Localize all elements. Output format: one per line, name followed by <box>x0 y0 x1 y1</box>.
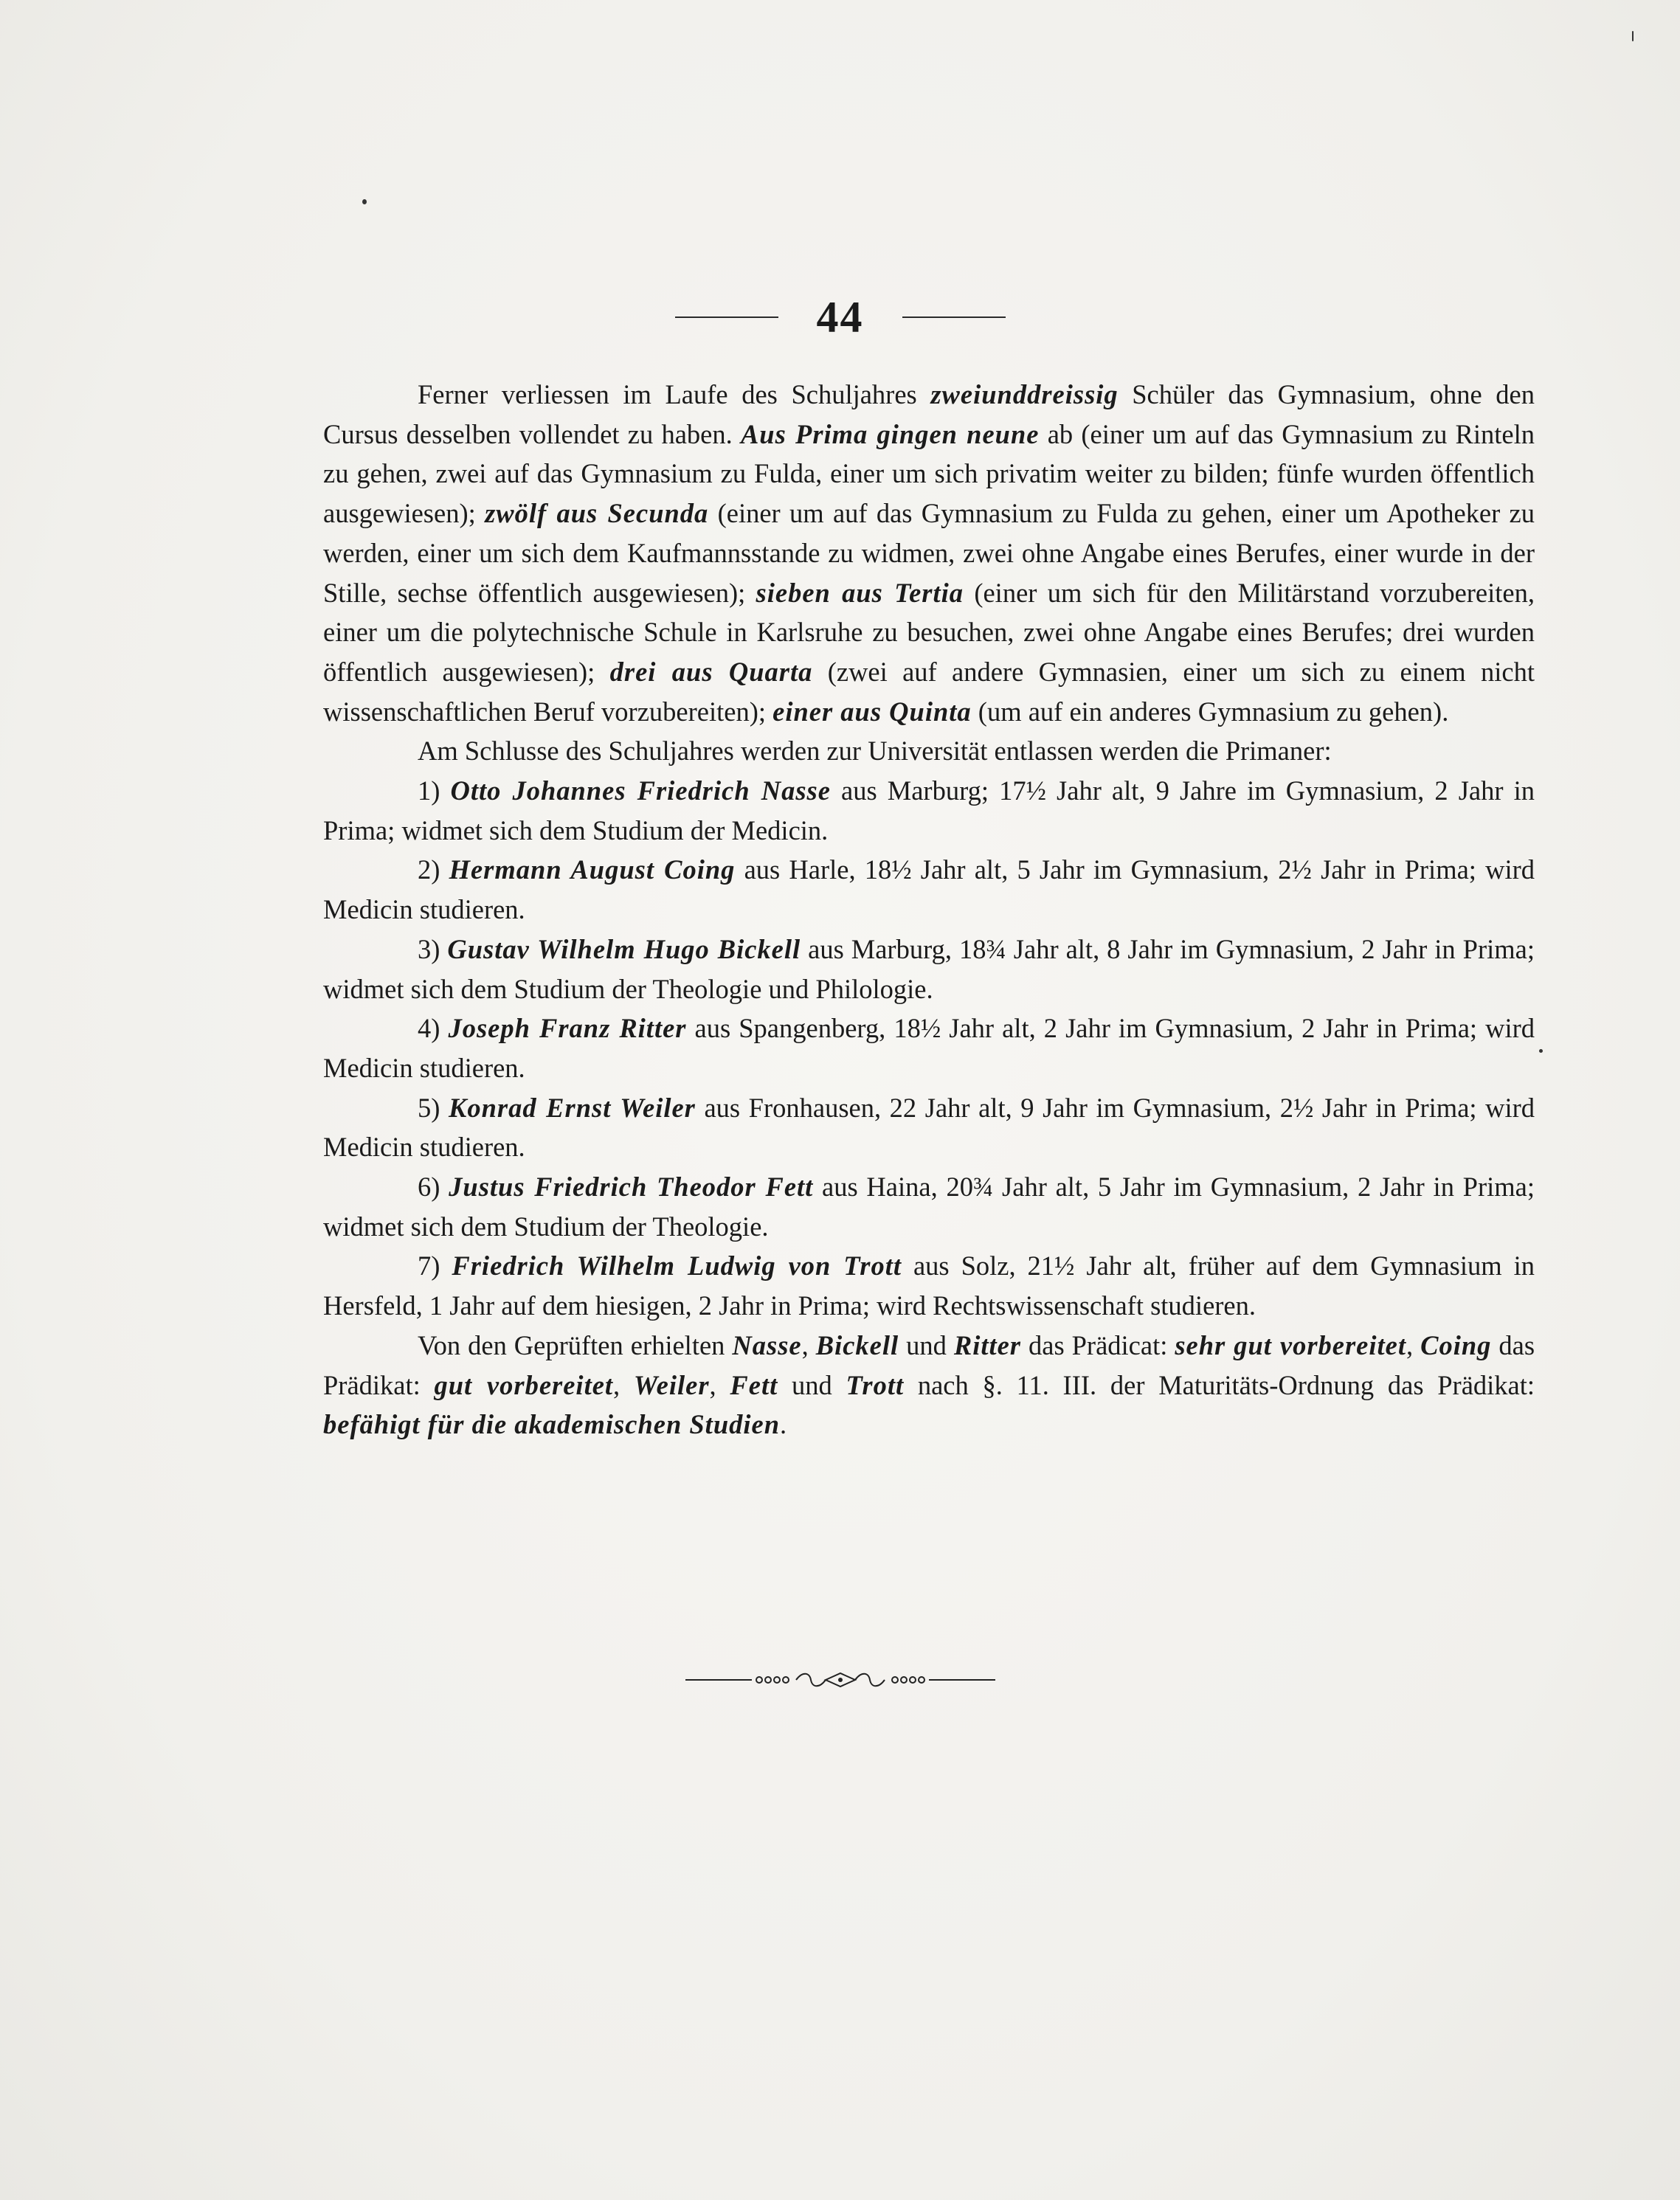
page-header <box>0 284 1680 350</box>
graduate-entry: 4) Joseph Franz Ritter aus Spangenberg, 18½ Jahr alt, 2 Jahr im Gymnasium, 2 Jahr in Prima; wird Medicin studieren. <box>323 1013 1535 1083</box>
print-speck <box>1539 1049 1543 1053</box>
graduate-name: Otto Johannes Friedrich Nasse <box>450 775 831 806</box>
graduate-entry: 2) Hermann August Coing aus Harle, 18½ Jahr alt, 5 Jahr im Gymnasium, 2½ Jahr in Prima; wird Medicin studieren. <box>323 854 1535 925</box>
graduate-name: Justus Friedrich Theodor Fett <box>449 1172 814 1203</box>
graduate-entry: 6) Justus Friedrich Theodor Fett aus Haina, 20¾ Jahr alt, 5 Jahr im Gymnasium, 2 Jahr in Prima; widmet sich dem Studium der Theologie. <box>323 1172 1535 1242</box>
graduate-entry: 5) Konrad Ernst Weiler aus Fronhausen, 22 Jahr alt, 9 Jahr im Gymnasium, 2½ Jahr in Prima; wird Medicin studieren. <box>323 1092 1535 1163</box>
graduate-name: Konrad Ernst Weiler <box>448 1092 696 1123</box>
print-speck <box>1632 31 1634 41</box>
header-rule-right <box>902 316 1006 318</box>
graduate-entry: 1) Otto Johannes Friedrich Nasse aus Marburg; 17½ Jahr alt, 9 Jahre im Gymnasium, 2 Jahr in Prima; widmet sich dem Studium der Medicin. <box>323 775 1535 845</box>
graduate-name: Joseph Franz Ritter <box>448 1013 687 1044</box>
paragraph-departures: Ferner verliessen im Laufe des Schuljahres zweiunddreissig Schüler das Gymnasium, ohne den Cursus desselben vollendet zu haben. Aus Prima gingen neune ab (einer um auf das Gymnasium zu Rinteln zu gehen, zwei auf das Gymnasium zu Fulda, einer um sich privatim weiter zu bilden; fünfe wurden öffentlich ausgewiesen); zwölf aus Secunda (einer um auf das Gymnasium zu Fulda zu gehen, einer um Apotheker zu werden, einer um sich dem Kaufmannsstande zu widmen, zwei ohne Angabe eines Berufes, einer wurde in der Stille, sechse öffentlich ausgewiesen); sieben aus Tertia (einer um sich für den Militärstand vorzubereiten, einer um die polytechnische Schule in Karlsruhe zu besuchen, zwei ohne Angabe eines Berufes; drei wurden öffentlich ausgewiesen); drei aus Quarta (zwei auf andere Gymnasien, einer um sich zu einem nicht wissenschaftlichen Beruf vorzubereiten); einer aus Quinta (um auf ein anderes Gymnasium zu gehen). <box>323 379 1535 727</box>
decorative-rule-ornament-icon <box>0 1669 1680 1691</box>
page-number: 44 <box>816 292 864 342</box>
graduate-name: Hermann August Coing <box>449 854 736 885</box>
header-rule-left <box>675 316 778 318</box>
graduate-entry: 7) Friedrich Wilhelm Ludwig von Trott aus Solz, 21½ Jahr alt, früher auf dem Gymnasium in Hersfeld, 1 Jahr auf dem hiesigen, 2 Jahr in Prima; wird Rechtswissenschaft studieren. <box>323 1251 1535 1321</box>
graduate-name: Friedrich Wilhelm Ludwig von Trott <box>452 1251 902 1281</box>
body-text <box>323 375 1535 1445</box>
paragraph-predicates: Von den Geprüften erhielten Nasse, Bickell und Ritter das Prädicat: sehr gut vorbereitet, Coing das Prädikat: gut vorbereitet, Weiler, Fett und Trott nach §. 11. III. der Maturitäts-Ordnung das Prädikat: befähigt für die akademischen Studien. <box>323 1329 1535 1440</box>
print-speck <box>362 199 367 204</box>
graduate-name: Gustav Wilhelm Hugo Bickell <box>447 933 801 964</box>
graduate-entry: 3) Gustav Wilhelm Hugo Bickell aus Marburg, 18¾ Jahr alt, 8 Jahr im Gymnasium, 2 Jahr in Prima; widmet sich dem Studium der Theologie und Philologie. <box>323 933 1535 1004</box>
ornament-svg <box>685 1669 995 1691</box>
paragraph-graduates-intro: Am Schlusse des Schuljahres werden zur Universität entlassen werden die Primaner: <box>418 736 1332 767</box>
